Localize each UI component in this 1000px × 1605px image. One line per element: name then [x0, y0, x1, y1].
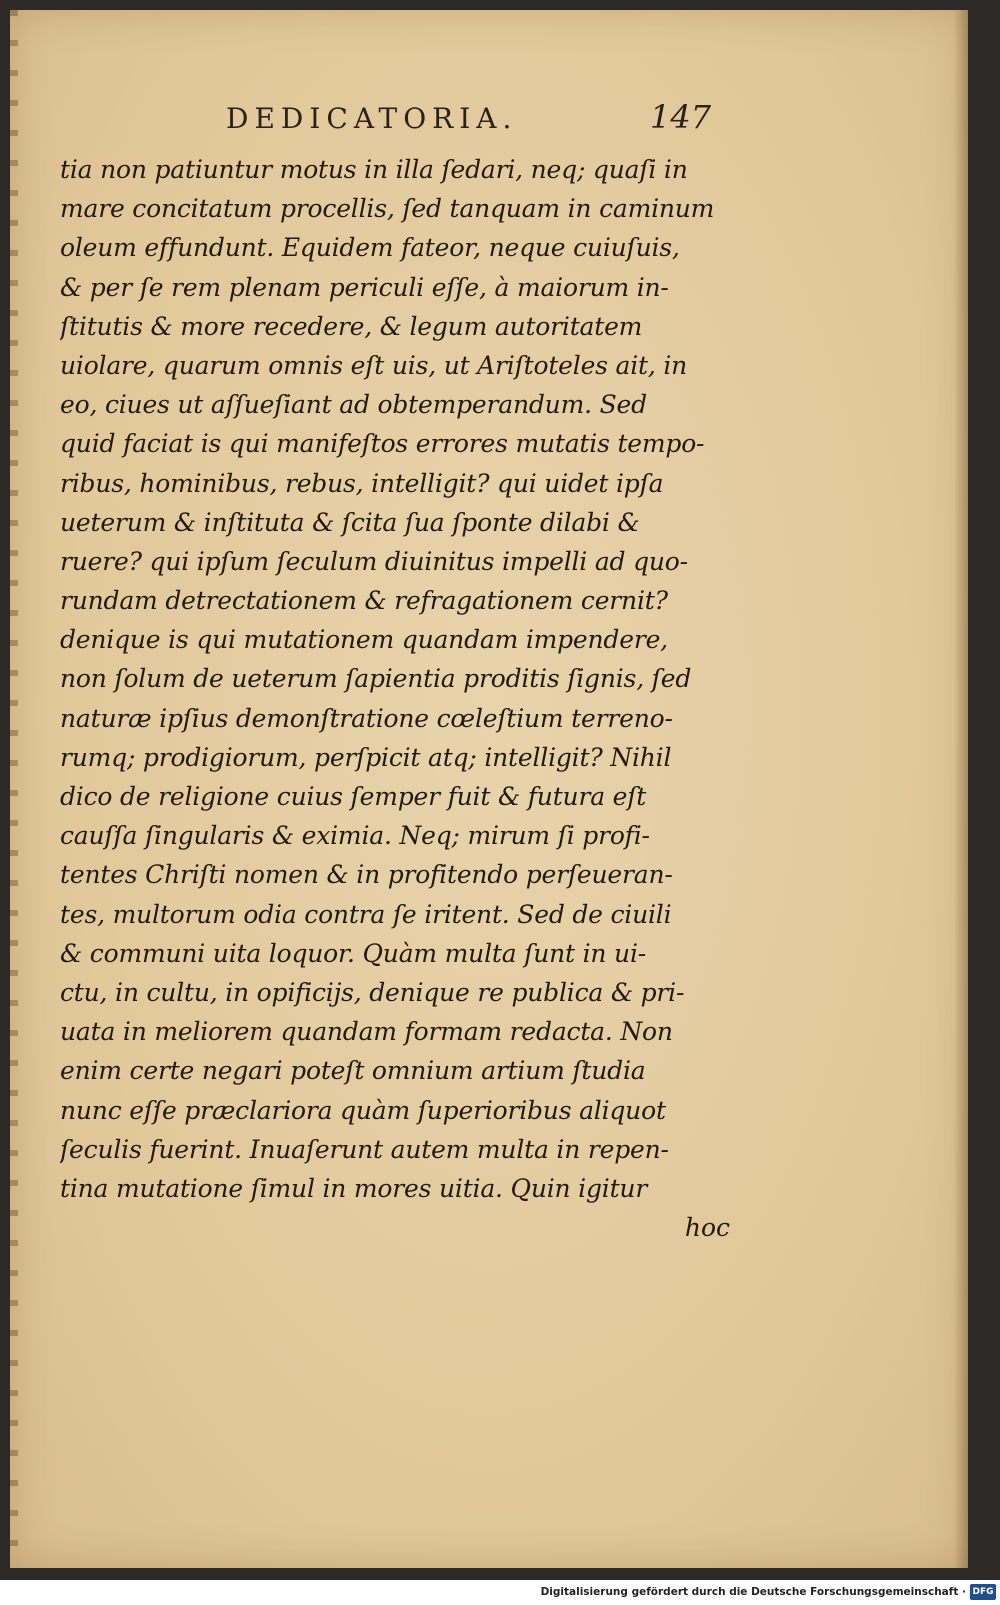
page-edge-shadow [954, 10, 968, 1568]
book-page [10, 10, 968, 1568]
text-line: ueterum & inſtituta & ſcita ſua ſponte dilabi & [60, 507, 640, 537]
text-line: & per ſe rem plenam periculi eſſe, à maiorum in- [60, 272, 669, 302]
running-head [10, 98, 968, 142]
running-head-title: DEDICATORIA. [226, 102, 518, 135]
text-line: tes, multorum odia contra ſe iritent. Sed de ciuili [60, 899, 672, 929]
text-line: ſeculis fuerint. Inuaſerunt autem multa in repen- [60, 1134, 669, 1164]
text-line: oleum effundunt. Equidem fateor, neque cuiuſuis, [60, 233, 680, 263]
text-line: mare concitatum procellis, ſed tanquam in caminum [60, 194, 715, 224]
text-line: quid faciat is qui manifeſtos errores mutatis tempo- [60, 429, 705, 459]
dfg-logo-icon: DFG [970, 1584, 996, 1600]
text-line: ſtitutis & more recedere, & legum autoritatem [60, 311, 643, 341]
text-line: ctu, in cultu, in opificijs, denique re publica & pri- [60, 977, 685, 1007]
text-line: uiolare, quarum omnis eſt uis, ut Ariſtoteles ait, in [60, 350, 688, 380]
text-block [60, 150, 740, 1247]
text-line: ribus, hominibus, rebus, intelligit? qui uidet ipſa [60, 468, 664, 498]
digitization-credit: Digitalisierung gefördert durch die Deutsche Forschungsgemeinschaft · [540, 1586, 966, 1598]
text-line: eo, ciues ut aſſueſiant ad obtemperandum. Sed [60, 390, 647, 420]
text-line: uata in meliorem quandam formam redacta. Non [60, 1017, 673, 1047]
text-line: & communi uita loquor. Quàm multa ſunt in ui- [60, 938, 646, 968]
text-line: tentes Chriſti nomen & in profitendo perſeueran- [60, 860, 673, 890]
text-line: tina mutatione ſimul in mores uitia. Quin igitur [60, 1173, 648, 1203]
page-number: 147 [650, 98, 712, 136]
text-line: ruere? qui ipſum ſeculum diuinitus impelli ad quo- [60, 546, 688, 576]
text-line: rumq; prodigiorum, perſpicit atq; intelligit? Nihil [60, 742, 672, 772]
text-line: non ſolum de ueterum ſapientia proditis ſignis, ſed [60, 664, 692, 694]
gutter-shadow [10, 10, 18, 1568]
text-line: naturæ ipſius demonſtratione cœleſtium terreno- [60, 703, 673, 733]
catchword: hoc [684, 1213, 730, 1243]
text-line: dico de religione cuius ſemper fuit & futura eſt [60, 782, 647, 811]
footer-bar [0, 1580, 1000, 1605]
text-line: enim certe negari poteſt omnium artium ſtudia [60, 1056, 646, 1086]
text-line: rundam detrectationem & refragationem cernit? [60, 586, 668, 616]
text-line: cauſſa ſingularis & eximia. Neq; mirum ſi profi- [60, 821, 650, 851]
text-line: tia non patiuntur motus in illa ſedari, neq; quaſi in [60, 155, 688, 184]
text-line: nunc eſſe præclariora quàm ſuperioribus aliquot [60, 1095, 666, 1125]
text-line: denique is qui mutationem quandam impendere, [60, 625, 668, 655]
